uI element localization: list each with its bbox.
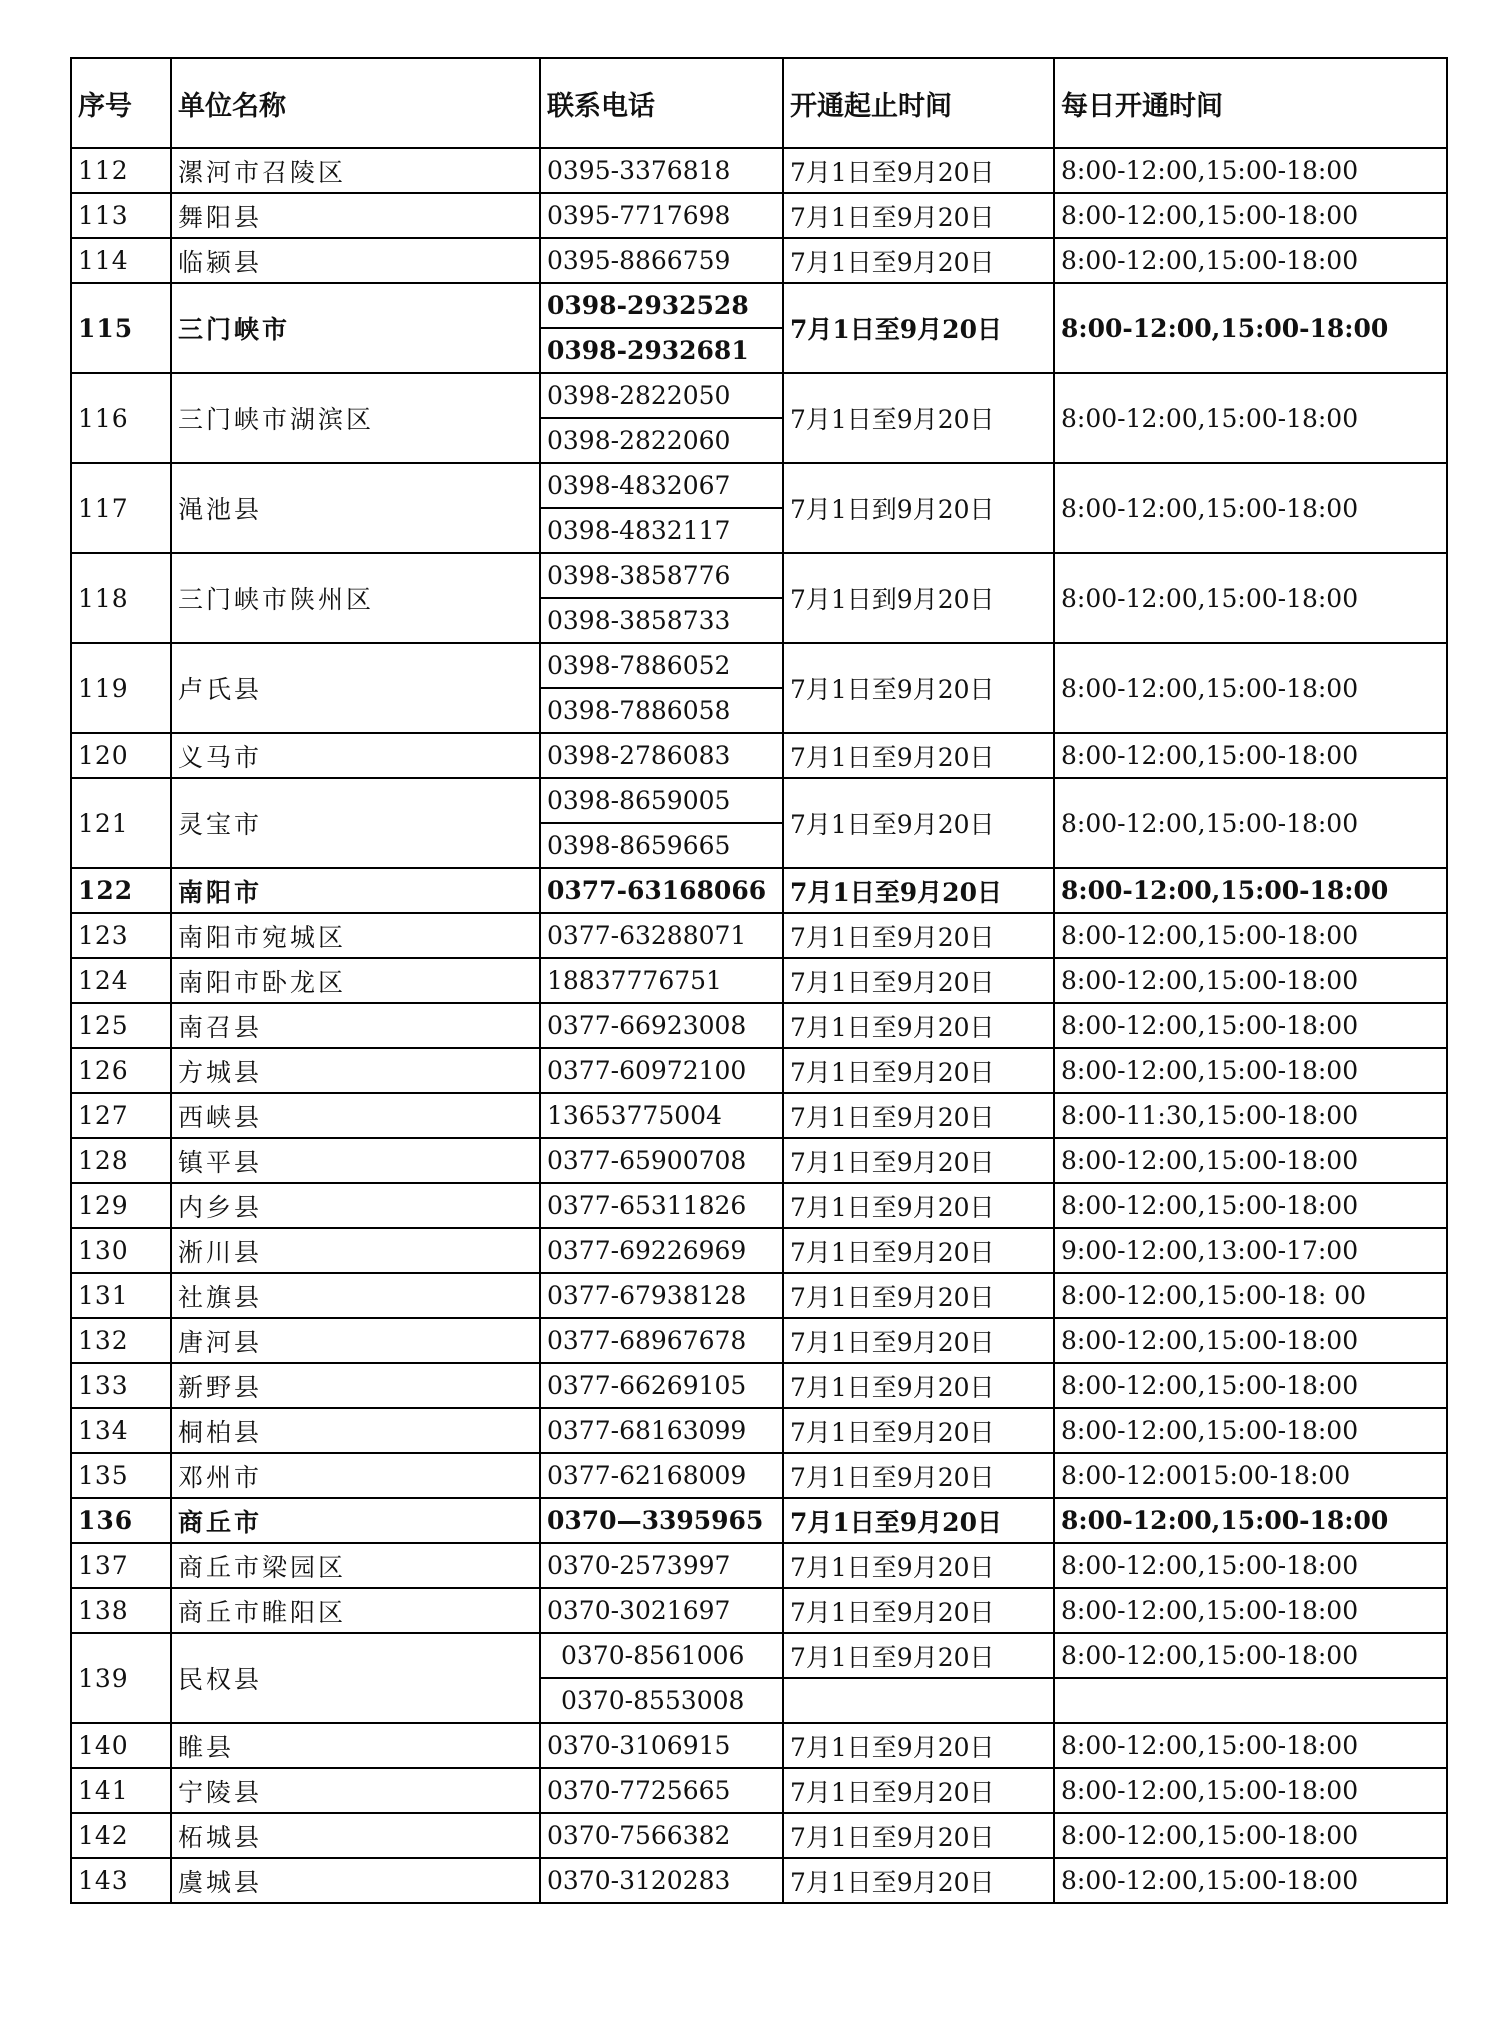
row-number: 139 xyxy=(71,1633,171,1723)
table-row xyxy=(71,1183,1447,1228)
table-row xyxy=(71,238,1447,283)
open-period: 7月1日至9月20日 xyxy=(783,373,1054,463)
daily-hours: 8:00-12:00,15:00-18:00 xyxy=(1054,1138,1447,1183)
phone-number: 13653775004 xyxy=(540,1093,783,1138)
phone-number: 0377-68163099 xyxy=(540,1408,783,1453)
daily-hours: 8:00-12:00,15:00-18:00 xyxy=(1054,238,1447,283)
phone-number: 0370-8561006 xyxy=(540,1633,783,1678)
row-number: 124 xyxy=(71,958,171,1003)
row-number: 141 xyxy=(71,1768,171,1813)
row-number: 129 xyxy=(71,1183,171,1228)
unit-name: 商丘市梁园区 xyxy=(171,1543,540,1588)
daily-hours: 8:00-12:00,15:00-18:00 xyxy=(1054,1048,1447,1093)
unit-name: 宁陵县 xyxy=(171,1768,540,1813)
open-period: 7月1日至9月20日 xyxy=(783,1273,1054,1318)
table-row xyxy=(71,1498,1447,1543)
daily-hours: 8:00-12:00,15:00-18:00 xyxy=(1054,1723,1447,1768)
table-row xyxy=(71,1228,1447,1273)
open-period-empty xyxy=(783,1678,1054,1723)
phone-number: 0398-7886058 xyxy=(540,688,783,733)
table-row xyxy=(71,778,1447,823)
phone-number: 0370-7725665 xyxy=(540,1768,783,1813)
row-number: 127 xyxy=(71,1093,171,1138)
open-period: 7月1日至9月20日 xyxy=(783,643,1054,733)
header-period: 开通起止时间 xyxy=(783,58,1054,148)
table-row xyxy=(71,1723,1447,1768)
unit-name: 新野县 xyxy=(171,1363,540,1408)
unit-name: 卢氏县 xyxy=(171,643,540,733)
open-period: 7月1日至9月20日 xyxy=(783,1183,1054,1228)
header-daily: 每日开通时间 xyxy=(1054,58,1447,148)
phone-number: 0377-65311826 xyxy=(540,1183,783,1228)
phone-number: 0398-8659005 xyxy=(540,778,783,823)
row-number: 116 xyxy=(71,373,171,463)
header-phone: 联系电话 xyxy=(540,58,783,148)
open-period: 7月1日至9月20日 xyxy=(783,913,1054,958)
unit-name: 义马市 xyxy=(171,733,540,778)
table-row xyxy=(71,1318,1447,1363)
table-row xyxy=(71,463,1447,508)
row-number: 138 xyxy=(71,1588,171,1633)
phone-number: 0398-3858733 xyxy=(540,598,783,643)
phone-number: 0398-2932528 xyxy=(540,283,783,328)
table-row xyxy=(71,1138,1447,1183)
phone-number: 0398-2786083 xyxy=(540,733,783,778)
table-row xyxy=(71,1453,1447,1498)
open-period: 7月1日至9月20日 xyxy=(783,1633,1054,1678)
daily-hours: 8:00-12:00,15:00-18:00 xyxy=(1054,1633,1447,1678)
unit-name: 内乡县 xyxy=(171,1183,540,1228)
row-number: 140 xyxy=(71,1723,171,1768)
phone-number: 0398-3858776 xyxy=(540,553,783,598)
row-number: 120 xyxy=(71,733,171,778)
table-row xyxy=(71,868,1447,913)
header-unit: 单位名称 xyxy=(171,58,540,148)
phone-number: 0377-66923008 xyxy=(540,1003,783,1048)
phone-number: 0377-68967678 xyxy=(540,1318,783,1363)
row-number: 130 xyxy=(71,1228,171,1273)
row-number: 142 xyxy=(71,1813,171,1858)
phone-number: 0398-2822060 xyxy=(540,418,783,463)
phone-number: 0377-63168066 xyxy=(540,868,783,913)
unit-name: 柘城县 xyxy=(171,1813,540,1858)
daily-hours: 8:00-12:0015:00-18:00 xyxy=(1054,1453,1447,1498)
table-row xyxy=(71,643,1447,688)
unit-name: 淅川县 xyxy=(171,1228,540,1273)
unit-name: 漯河市召陵区 xyxy=(171,148,540,193)
phone-number: 0398-7886052 xyxy=(540,643,783,688)
unit-name: 镇平县 xyxy=(171,1138,540,1183)
open-period: 7月1日至9月20日 xyxy=(783,1228,1054,1273)
row-number: 119 xyxy=(71,643,171,733)
unit-name: 三门峡市湖滨区 xyxy=(171,373,540,463)
daily-hours: 8:00-12:00,15:00-18:00 xyxy=(1054,463,1447,553)
table-row xyxy=(71,1363,1447,1408)
phone-number: 0370-3021697 xyxy=(540,1588,783,1633)
open-period: 7月1日至9月20日 xyxy=(783,1723,1054,1768)
row-number: 128 xyxy=(71,1138,171,1183)
daily-hours: 8:00-12:00,15:00-18:00 xyxy=(1054,868,1447,913)
phone-number: 0377-65900708 xyxy=(540,1138,783,1183)
table-row xyxy=(71,733,1447,778)
phone-number: 0370-7566382 xyxy=(540,1813,783,1858)
daily-hours: 8:00-12:00,15:00-18:00 xyxy=(1054,1318,1447,1363)
daily-hours: 8:00-12:00,15:00-18:00 xyxy=(1054,1588,1447,1633)
row-number: 113 xyxy=(71,193,171,238)
open-period: 7月1日至9月20日 xyxy=(783,1453,1054,1498)
unit-name: 方城县 xyxy=(171,1048,540,1093)
daily-hours: 8:00-12:00,15:00-18:00 xyxy=(1054,1408,1447,1453)
phone-number: 0377-62168009 xyxy=(540,1453,783,1498)
row-number: 118 xyxy=(71,553,171,643)
phone-number: 0377-69226969 xyxy=(540,1228,783,1273)
row-number: 121 xyxy=(71,778,171,868)
phone-number: 0377-67938128 xyxy=(540,1273,783,1318)
row-number: 133 xyxy=(71,1363,171,1408)
unit-name: 虞城县 xyxy=(171,1858,540,1903)
phone-number: 0398-4832117 xyxy=(540,508,783,553)
daily-hours: 8:00-12:00,15:00-18:00 xyxy=(1054,283,1447,373)
phone-number: 0370-2573997 xyxy=(540,1543,783,1588)
row-number: 132 xyxy=(71,1318,171,1363)
unit-name: 社旗县 xyxy=(171,1273,540,1318)
daily-hours: 8:00-12:00,15:00-18:00 xyxy=(1054,193,1447,238)
row-number: 134 xyxy=(71,1408,171,1453)
phone-number: 0370—3395965 xyxy=(540,1498,783,1543)
daily-hours: 8:00-12:00,15:00-18:00 xyxy=(1054,1768,1447,1813)
unit-name: 南阳市卧龙区 xyxy=(171,958,540,1003)
unit-name: 民权县 xyxy=(171,1633,540,1723)
open-period: 7月1日至9月20日 xyxy=(783,1138,1054,1183)
open-period: 7月1日至9月20日 xyxy=(783,1048,1054,1093)
table-row xyxy=(71,1093,1447,1138)
daily-hours: 8:00-12:00,15:00-18:00 xyxy=(1054,1183,1447,1228)
unit-name: 桐柏县 xyxy=(171,1408,540,1453)
open-period: 7月1日至9月20日 xyxy=(783,1363,1054,1408)
daily-hours-empty xyxy=(1054,1678,1447,1723)
open-period: 7月1日到9月20日 xyxy=(783,553,1054,643)
daily-hours: 8:00-12:00,15:00-18:00 xyxy=(1054,1858,1447,1903)
open-period: 7月1日至9月20日 xyxy=(783,1768,1054,1813)
open-period: 7月1日至9月20日 xyxy=(783,193,1054,238)
unit-name: 唐河县 xyxy=(171,1318,540,1363)
daily-hours: 8:00-12:00,15:00-18:00 xyxy=(1054,1363,1447,1408)
header-row xyxy=(71,58,1447,148)
table-row xyxy=(71,1543,1447,1588)
phone-number: 0398-2822050 xyxy=(540,373,783,418)
row-number: 125 xyxy=(71,1003,171,1048)
contact-table xyxy=(70,57,1448,1904)
table-row xyxy=(71,1048,1447,1093)
unit-name: 睢县 xyxy=(171,1723,540,1768)
unit-name: 西峡县 xyxy=(171,1093,540,1138)
open-period: 7月1日至9月20日 xyxy=(783,1813,1054,1858)
phone-number: 0398-2932681 xyxy=(540,328,783,373)
open-period: 7月1日至9月20日 xyxy=(783,1318,1054,1363)
phone-number: 0395-7717698 xyxy=(540,193,783,238)
open-period: 7月1日至9月20日 xyxy=(783,778,1054,868)
table-row xyxy=(71,1588,1447,1633)
phone-number: 0377-60972100 xyxy=(540,1048,783,1093)
table-row xyxy=(71,553,1447,598)
table-row xyxy=(71,913,1447,958)
open-period: 7月1日至9月20日 xyxy=(783,1543,1054,1588)
phone-number: 0395-3376818 xyxy=(540,148,783,193)
open-period: 7月1日至9月20日 xyxy=(783,868,1054,913)
phone-number: 18837776751 xyxy=(540,958,783,1003)
phone-number: 0370-8553008 xyxy=(540,1678,783,1723)
row-number: 117 xyxy=(71,463,171,553)
row-number: 112 xyxy=(71,148,171,193)
daily-hours: 8:00-12:00,15:00-18:00 xyxy=(1054,958,1447,1003)
open-period: 7月1日至9月20日 xyxy=(783,238,1054,283)
row-number: 114 xyxy=(71,238,171,283)
phone-number: 0398-4832067 xyxy=(540,463,783,508)
table-row xyxy=(71,1633,1447,1678)
open-period: 7月1日至9月20日 xyxy=(783,1498,1054,1543)
unit-name: 商丘市 xyxy=(171,1498,540,1543)
phone-number: 0377-63288071 xyxy=(540,913,783,958)
unit-name: 南阳市 xyxy=(171,868,540,913)
table-row xyxy=(71,193,1447,238)
row-number: 126 xyxy=(71,1048,171,1093)
phone-number: 0395-8866759 xyxy=(540,238,783,283)
row-number: 123 xyxy=(71,913,171,958)
daily-hours: 8:00-12:00,15:00-18:00 xyxy=(1054,913,1447,958)
table-row xyxy=(71,1003,1447,1048)
unit-name: 三门峡市陕州区 xyxy=(171,553,540,643)
daily-hours: 8:00-12:00,15:00-18:00 xyxy=(1054,643,1447,733)
daily-hours: 8:00-12:00,15:00-18:00 xyxy=(1054,1813,1447,1858)
open-period: 7月1日至9月20日 xyxy=(783,1003,1054,1048)
table-row xyxy=(71,958,1447,1003)
row-number: 122 xyxy=(71,868,171,913)
daily-hours: 8:00-12:00,15:00-18:00 xyxy=(1054,1543,1447,1588)
table-row xyxy=(71,1768,1447,1813)
table-row xyxy=(71,283,1447,328)
open-period: 7月1日至9月20日 xyxy=(783,1858,1054,1903)
unit-name: 南召县 xyxy=(171,1003,540,1048)
open-period: 7月1日至9月20日 xyxy=(783,283,1054,373)
unit-name: 邓州市 xyxy=(171,1453,540,1498)
open-period: 7月1日至9月20日 xyxy=(783,1408,1054,1453)
row-number: 137 xyxy=(71,1543,171,1588)
daily-hours: 8:00-12:00,15:00-18:00 xyxy=(1054,148,1447,193)
row-number: 136 xyxy=(71,1498,171,1543)
unit-name: 灵宝市 xyxy=(171,778,540,868)
table-row xyxy=(71,1273,1447,1318)
open-period: 7月1日至9月20日 xyxy=(783,733,1054,778)
open-period: 7月1日至9月20日 xyxy=(783,958,1054,1003)
unit-name: 临颍县 xyxy=(171,238,540,283)
phone-number: 0370-3120283 xyxy=(540,1858,783,1903)
daily-hours: 8:00-12:00,15:00-18:00 xyxy=(1054,1498,1447,1543)
unit-name: 南阳市宛城区 xyxy=(171,913,540,958)
daily-hours: 9:00-12:00,13:00-17:00 xyxy=(1054,1228,1447,1273)
table-row xyxy=(71,1813,1447,1858)
table-row xyxy=(71,1858,1447,1903)
table-row xyxy=(71,148,1447,193)
unit-name: 渑池县 xyxy=(171,463,540,553)
daily-hours: 8:00-12:00,15:00-18:00 xyxy=(1054,733,1447,778)
phone-number: 0398-8659665 xyxy=(540,823,783,868)
daily-hours: 8:00-12:00,15:00-18: 00 xyxy=(1054,1273,1447,1318)
open-period: 7月1日至9月20日 xyxy=(783,1588,1054,1633)
daily-hours: 8:00-12:00,15:00-18:00 xyxy=(1054,553,1447,643)
table-row xyxy=(71,373,1447,418)
open-period: 7月1日到9月20日 xyxy=(783,463,1054,553)
phone-number: 0370-3106915 xyxy=(540,1723,783,1768)
row-number: 115 xyxy=(71,283,171,373)
open-period: 7月1日至9月20日 xyxy=(783,148,1054,193)
daily-hours: 8:00-12:00,15:00-18:00 xyxy=(1054,1003,1447,1048)
unit-name: 舞阳县 xyxy=(171,193,540,238)
daily-hours: 8:00-12:00,15:00-18:00 xyxy=(1054,778,1447,868)
row-number: 135 xyxy=(71,1453,171,1498)
daily-hours: 8:00-12:00,15:00-18:00 xyxy=(1054,373,1447,463)
header-no: 序号 xyxy=(71,58,171,148)
open-period: 7月1日至9月20日 xyxy=(783,1093,1054,1138)
row-number: 131 xyxy=(71,1273,171,1318)
unit-name: 三门峡市 xyxy=(171,283,540,373)
phone-number: 0377-66269105 xyxy=(540,1363,783,1408)
row-number: 143 xyxy=(71,1858,171,1903)
table-row xyxy=(71,1408,1447,1453)
daily-hours: 8:00-11:30,15:00-18:00 xyxy=(1054,1093,1447,1138)
unit-name: 商丘市睢阳区 xyxy=(171,1588,540,1633)
